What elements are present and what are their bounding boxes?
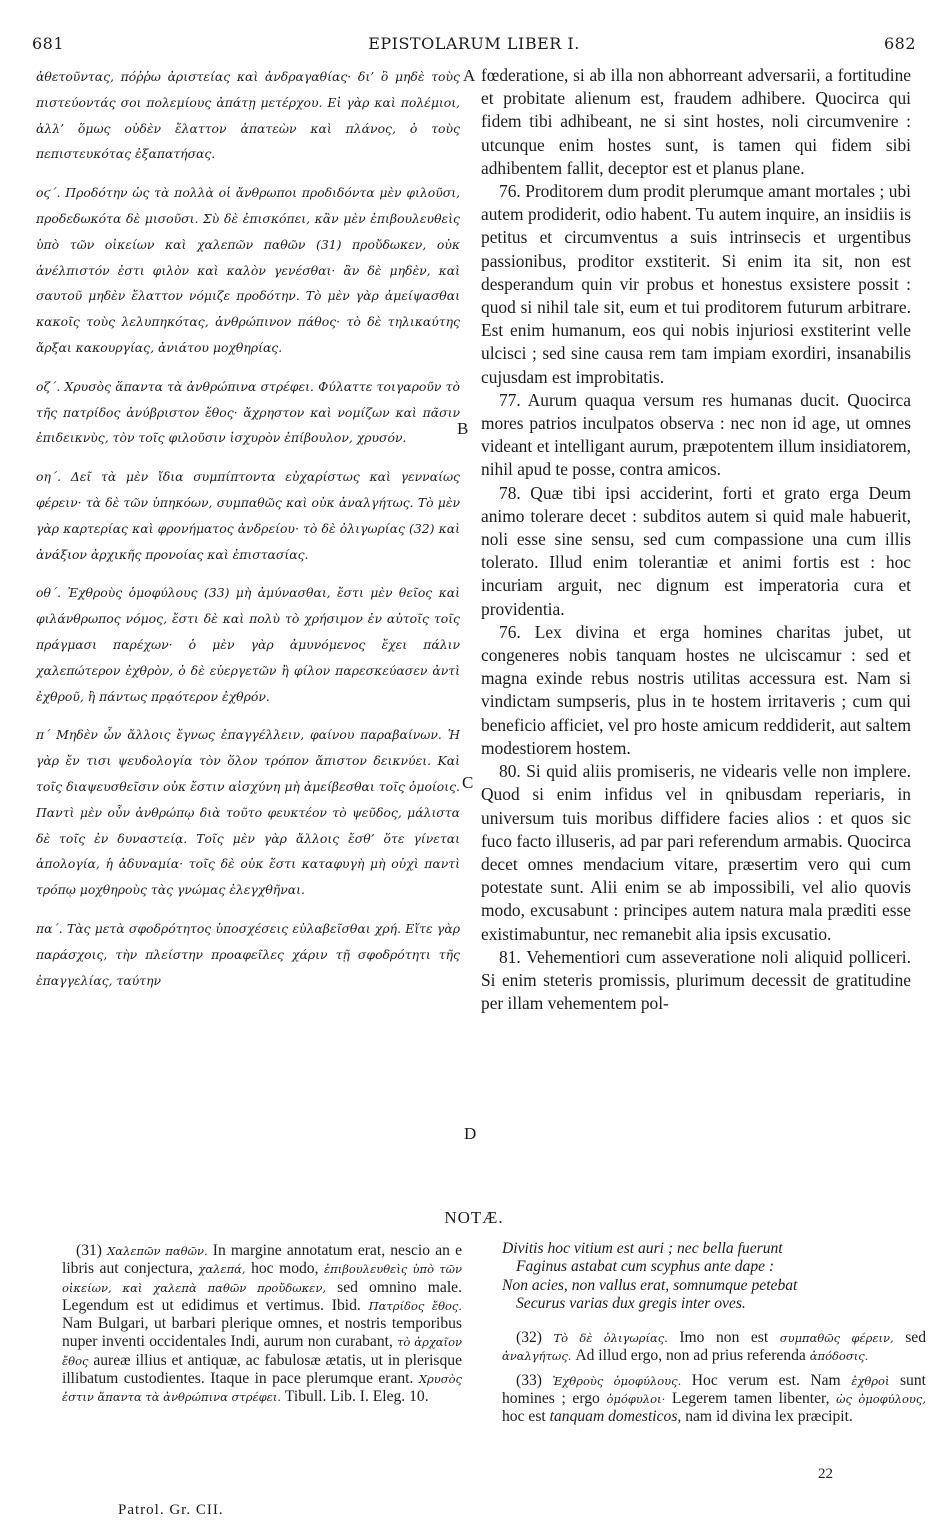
- poem-line: Securus varias dux gregis inter oves.: [516, 1294, 746, 1312]
- greek-paragraph: πα΄. Τὰς μετὰ σφοδρότητος ὑποσχέσεις εὐλαβεῖσθαι χρή. Εἴτε γὰρ παράσχοις, τὴν πλείστην προαφεῖλες χάριν τῇ σφοδρότητι τῆς ἐπαγγελίας, ταύτην: [36, 920, 460, 988]
- margin-letter-b: B: [457, 419, 469, 438]
- margin-letter-d: D: [464, 1124, 477, 1143]
- greek-column: [36, 64, 460, 993]
- poem-line: Faginus astabat cum scyphus ante dape :: [516, 1258, 775, 1276]
- greek-paragraph: οθ΄. Ἐχθροὺς ὁμοφύλους (33) μὴ ἀμύνασθαι, ἔστι μὲν θεῖος καὶ φιλάνθρωπος νόμος, ἔστι δὲ καὶ πολὺ τὸ χρήσιμον ἐν αὐτοῖς τοῖς πράγμασι παρέχων· ὁ μὲν γὰρ ἀμυνόμενος ἔχει πάλιν χαλεπώτερον ἐχθρὸν, ὁ δὲ εὐεργετῶν ἢ φίλον παρεσκεύασεν ἀντὶ ἐχθροῦ, ἢ πάντως πρᾳότερον ἐχθρόν.: [36, 585, 460, 704]
- latin-paragraph: 77. Aurum quaqua versum res humanas ducit. Quocirca mores patrios inculpatos observa : nec non id age, ut omnes videant et intelligant aurum, præpotentem illum insidiatorem, nihil apud te posse, contra amicos.: [481, 389, 911, 480]
- poem-line: Divitis hoc vitium est auri ; nec bella fuerunt: [502, 1240, 783, 1257]
- running-title: EPISTOLARUM LIBER I.: [368, 34, 580, 53]
- notes-heading: NOTÆ.: [444, 1208, 504, 1227]
- greek-paragraph: οζ΄. Χρυσὸς ἅπαντα τὰ ἀνθρώπινα στρέφει. Φύλαττε τοιγαροῦν τὸ τῆς πατρίδος ἀνύβριστον ἔθος· ἄχρηστον καὶ νομίζων καὶ πᾶσιν ἐπιδεικνὺς, τὸν τοῖς φιλοῦσιν ἰσχυρὸν ἐπίβουλον, χρυσόν.: [36, 378, 460, 446]
- margin-letter-c: C: [462, 773, 474, 792]
- latin-paragraph: 81. Vehementiori cum asseveratione noli aliquid polliceri. Si enim steteris promissis, plurimum decessit de gratitudine per illam vehementem pol-: [481, 946, 911, 1014]
- notes-right-column: [502, 1240, 926, 1427]
- latin-column: [481, 64, 911, 1015]
- latin-paragraph: 76. Proditorem dum prodit plerumque amant mortales ; ubi autem prodiderit, odio habent. Tu autem inquire, an insidiis is petitus et circumventus a suis intrinsecis et urgentibus passionibus, proditor exstiterit. Si enim ita sit, non est desperandum quin vir probus et honestus exsistere possit : quod si nihil tale sit, eum et tui proditorem futurum arbitrare. Est enim humanum, eos qui nobis injuriosi exstiterint velle ulcisci ; sed sine causa rem tam impiam exordiri, insanabilis cujusdam est improbitatis.: [481, 181, 911, 387]
- notes-left-column: [62, 1242, 462, 1407]
- latin-paragraph: 78. Quæ tibi ipsi acciderint, forti et grato erga Deum animo tolerare decet : subditos autem si quid male habuerit, noli esse sine sensu, sed cum compassione una cum illis tolerato. Illud enim tolerantiæ et animi fortis est : hoc incuriam arguit, nec dignum est imperatoria cura et providentia.: [481, 482, 911, 619]
- greek-paragraph: ἀθετοῦντας, πόῤῥω ἀριστείας καὶ ἀνδραγαθίας· δι’ ὃ μηδὲ τοὺς πιστεύοντάς σοι πολεμίους ἀπάτῃ μετέρχου. Εἰ γὰρ καὶ πολέμιοι, ἀλλ’ ὅμως οὐδὲν ἔλαττον ἀπατεὼν καὶ πλάνος, ὁ τοὺς πεπιστευκότας ἐξαπατήσας.: [36, 69, 460, 162]
- page-number-left: 681: [32, 34, 65, 53]
- greek-paragraph: π΄ Μηδὲν ὧν ἄλλοις ἔγνως ἐπαγγέλλειν, φαίνου παραβαίνων. Ἡ γὰρ ἔν τισι ψευδολογία τὸν ὅλον τρόπον ἄπιστον δεικνύει. Καὶ τοῖς διαψευσθεῖσιν οὐκ ἔστιν αἰσχύνη μὴ ἀμείβεσθαι τοῖς ὁμοίοις. Παντὶ μὲν οὖν ἀνθρώπῳ διὰ τοῦτο φευκτέον τὸ ψεῦδος, μάλιστα δὲ τοῖς ἐν δυναστείᾳ. Τοῖς μὲν γὰρ ἄλλοις ἔσθ’ ὅτε γίνεται ἀπολογία, ἡ ἀδυναμία· τοῖς δὲ οὐκ ἔστι καταφυγὴ μὴ οὐχὶ παντὶ τρόπῳ μοχθηροὺς τὰς γνώμας ἐλεγχθῆναι.: [36, 727, 460, 898]
- volume-signature: Patrol. Gr. CII.: [118, 1502, 224, 1518]
- page-number-right: 682: [883, 34, 916, 53]
- poem-line: Non acies, non vallus erat, somnumque petebat: [502, 1276, 798, 1294]
- latin-paragraph: 80. Si quid aliis promiseris, ne videaris velle non implere. Quod si enim infidus vel in qnibusdam reperiaris, in universum tuis moribus diffidere facies alios : et quos sic fuco facto illuseris, ad par pari referendum armabis. Quocirca decet omnes mendacium vitare, præsertim vero qui cum potestate sunt. Alii enim se ab impossibili, vel alio quovis modo, excusabunt : principes autem natura mala præditi esse existimabuntur, nec remanebit alia ipsis excusatio.: [481, 761, 911, 944]
- note-31: (31) Χαλεπῶν παθῶν. In margine annotatum erat, nescio an e libris aut conjectura, χαλεπά, hoc modo, ἐπιβουλευθεὶς ὑπὸ τῶν οἰκείων, καὶ χαλεπὰ παθῶν προὔδωκεν, sed omnino male. Legendum est ut edidimus et vertimus. Ibid. Πατρίδος ἔθος. Nam Bulgari, ut barbari plerique omnes, et nostris temporibus nuper inventi occidentales Indi, aurum non curabant, τὸ ἀρχαῖον ἔθος aureæ illius et antiquæ, ac fabulosæ ætatis, ut in plerisque illibatum custodientes. Itaque in pace plerumque erant. Χρυσὸς ἐστιν ἅπαντα τὰ ἀνθρώπινα στρέφει. Tibull. Lib. I. Eleg. 10.: [62, 1242, 463, 1406]
- latin-paragraph: fœderatione, si ab illa non abhorreant adversarii, a fortitudine et probitate alienum est, fraudem adhibere. Quocirca qui fidem tibi adhibeant, ne si sint hostes, noli circumvenire : utcunque enim hostes sunt, is tamen qui fidem sibi adhibentem fallit, deceptor est et planus plane.: [481, 65, 911, 178]
- sheet-number: 22: [818, 1466, 833, 1482]
- greek-paragraph: οϛ΄. Προδότην ὡς τὰ πολλὰ οἱ ἄνθρωποι προδιδόντα μὲν φιλοῦσι, προδεδωκότα δὲ μισοῦσι. Σὺ δὲ ἐπισκόπει, κἂν μὲν ἐπιβουλευθεὶς ὑπὸ τῶν οἰκείων καὶ χαλεπῶν παθῶν (31) προὔδωκεν, οὐκ ἀνέλπιστόν ἐστι φιλὸν καὶ καλὸν γενέσθαι· ἂν δὲ μηδὲν, καὶ σαυτοῦ μηδὲν ἔλαττον νόμιζε προδότην. Τὸ μὲν γὰρ ἀμείψασθαι κακοῖς τοὺς λελυπηκότας, ἀνθρώπινον πάθος· τὸ δὲ τηλικαύτης ἄρξαι κακουργίας, ἀνιάτου μοχθηρίας.: [36, 185, 460, 355]
- running-header: [32, 34, 916, 58]
- note-32: (32) Τὸ δὲ ὀλιγωρίας. Imo non est συμπαθῶς φέρειν, sed ἀναλγήτως. Ad illud ergo, non ad prius referenda ἀπόδοσις.: [502, 1329, 927, 1365]
- greek-paragraph: οη΄. Δεῖ τὰ μὲν ἴδια συμπίπτοντα εὐχαρίστως καὶ γενναίως φέρειν· τὰ δὲ τῶν ὑπηκόων, συμπαθῶς καὶ οὐκ ἀναλγήτως. Τὸ μὲν γὰρ καρτερίας καὶ φρονήματος ἀνδρείου· τὸ δὲ ὀλιγωρίας (32) καὶ ἀνάξιον ἀρχικῆς προνοίας καὶ ἐπιστασίας.: [36, 469, 460, 562]
- latin-paragraph: 76. Lex divina et erga homines charitas jubet, ut congeneres nobis tanquam hostes ne ulciscamur : sed et magna exinde rebus nostris utilitas accessura est. Nam si vindictam sumpseris, plus in te hostem irritaveris ; cum qui beneficio afficiet, vel pro hoste amicum reddiderit, aut saltem modestiorem hostem.: [481, 621, 911, 758]
- tibullus-quotation: [502, 1240, 926, 1313]
- margin-letter-a: A: [463, 66, 476, 85]
- note-33: (33) Ἐχθροὺς ὁμοφύλους. Hoc verum est. Nam ἐχθροὶ sunt homines ; ergo ὁμόφυλοι· Legerem tamen libenter, ὡς ὁμοφύλους, hoc est tanquam domesticos, nam id divina lex præcipit.: [502, 1371, 927, 1426]
